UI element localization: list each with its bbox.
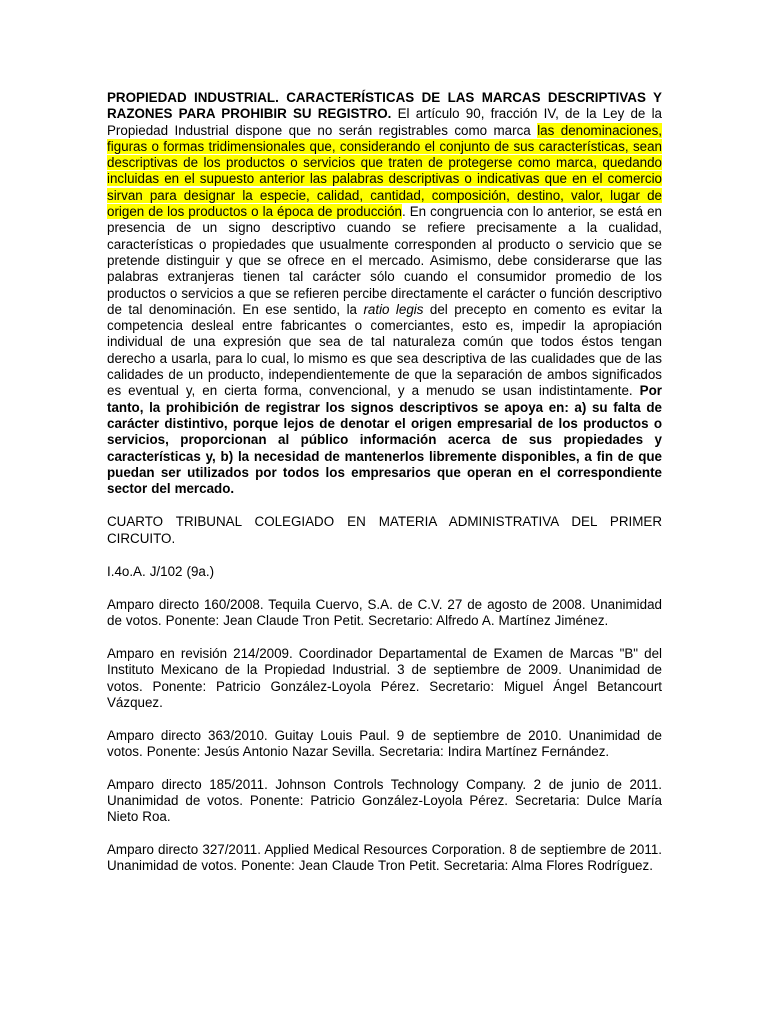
precedent-item: Amparo directo 160/2008. Tequila Cuervo, S.A. de C.V. 27 de agosto de 2008. Unanimidad de votos. Ponente: Jean Claude Tron Petit. Secretario: Alfredo A. Martínez Jiménez.	[107, 596, 662, 629]
thesis-intro: El artículo 90, fracción IV, de la Ley de la Propiedad Industrial dispone que no serán registrables como marca	[107, 106, 662, 138]
italic-term: ratio legis	[363, 301, 424, 317]
highlighted-text: las denominaciones, figuras o formas tridimensionales que, considerando el conjunto de sus características, sean descriptivas de los productos o servicios que traten de protegerse como marca, quedando incluidas en el supuesto anterior las palabras descriptivas o indicativas que en el comercio sirvan para designar la especie, calidad, cantidad, composición, destino, valor, lugar de origen de los productos o la época de producción	[107, 122, 662, 220]
thesis-body: . En congruencia con lo anterior, se está en presencia de un signo descriptivo cuando se refiere precisamente a la cualidad, características o propiedades que usualmente corresponden al producto o servicio que se pretende distinguir y que se ofrece en el mercado. Asimismo, debe considerarse que las palabras extranjeras tienen tal carácter sólo cuando el consumidor promedio de los productos o servicios a que se refieren percibe directamente el carácter o función descriptivo de tal denominación. En ese sentido, la	[107, 204, 662, 317]
document-page	[107, 90, 662, 891]
court-name: CUARTO TRIBUNAL COLEGIADO EN MATERIA ADMINISTRATIVA DEL PRIMER CIRCUITO.	[107, 514, 662, 546]
thesis-number: I.4o.A. J/102 (9a.)	[107, 564, 215, 580]
precedent-item: Amparo directo 327/2011. Applied Medical Resources Corporation. 8 de septiembre de 2011. Unanimidad de votos. Ponente: Jean Claude Tron Petit. Secretaria: Alma Flores Rodríguez.	[107, 842, 662, 874]
precedent-item: Amparo en revisión 214/2009. Coordinador Departamental de Examen de Marcas "B" del Instituto Mexicano de la Propiedad Industrial. 3 de septiembre de 2009. Unanimidad de votos. Ponente: Patricio González-Loyola Pérez. Secretario: Miguel Ángel Betancourt Vázquez.	[107, 645, 662, 710]
precedent-item: Amparo directo 363/2010. Guitay Louis Paul. 9 de septiembre de 2010. Unanimidad de votos. Ponente: Jesús Antonio Nazar Sevilla. Secretaria: Indira Martínez Fernández.	[107, 727, 662, 759]
thesis-body-continued: del precepto en comento es evitar la competencia desleal entre fabricantes o comerciantes, esto es, impedir la apropiación individual de una expresión que sea de tal naturaleza común que todos éstos tengan derecho a usarla, para lo cual, lo mismo es que sea descriptiva de las cualidades que de las calidades de un producto, independientemente de que la separación de ambos significados es eventual y, en cierta forma, convencional, y a menudo se usan indistintamente.	[107, 301, 663, 399]
thesis-paragraph	[107, 90, 662, 497]
bold-conclusion: Por tanto, la prohibición de registrar los signos descriptivos se apoya en: a) su falta de carácter distintivo, porque lejos de denotar el origen empresarial de los productos o servicios, proporcionan al público información acerca de sus propiedades y características y, b) la necesidad de mantenerlos libremente disponibles, a fin de que puedan ser utilizados por todos los empresarios que operan en el correspondiente sector del mercado.	[107, 383, 662, 497]
thesis-title: PROPIEDAD INDUSTRIAL. CARACTERÍSTICAS DE LAS MARCAS DESCRIPTIVAS Y RAZONES PARA PROHIBIR SU REGISTRO.	[107, 90, 662, 122]
precedent-item: Amparo directo 185/2011. Johnson Controls Technology Company. 2 de junio de 2011. Unanimidad de votos. Ponente: Patricio González-Loyola Pérez. Secretaria: Dulce María Nieto Roa.	[107, 776, 662, 825]
